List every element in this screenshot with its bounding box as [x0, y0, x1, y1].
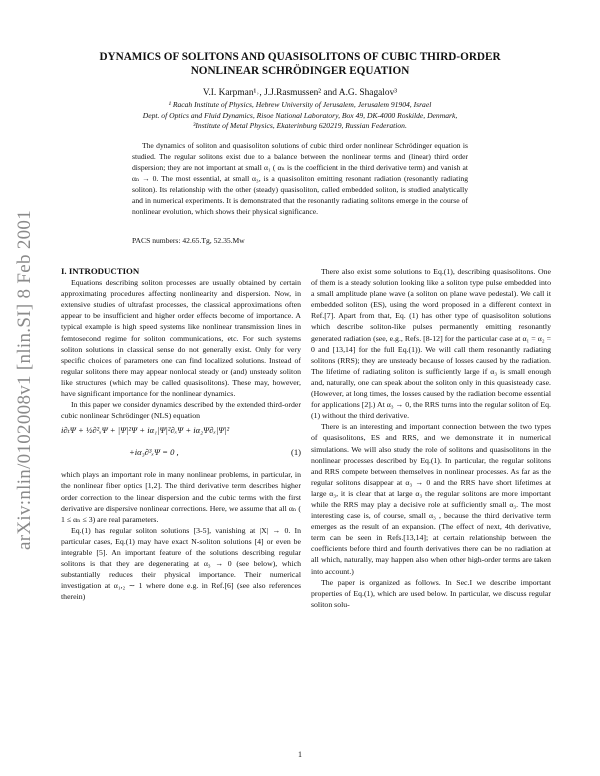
affiliation-2: Dept. of Optics and Fluid Dynamics, Risoe National Laboratory, Box 49, DK-4000 Roskilde, Denmark, — [142, 110, 458, 120]
affiliations — [60, 100, 540, 132]
equation-1 — [61, 425, 301, 465]
page-number: 1 — [298, 750, 302, 759]
paragraph: There is an interesting and important connection between the two types of quasisolitons, ES and RRS, and we demonstrate it in numerical simulations. We will also study the role of solitons and quasisolitons in the nonlinear processes described by Eq.(1). In particular, the regular solitons and RRS compete between themselves in nonlinear processes. As far as the regular solitons disappear at α₃ → 0 and the RRS have short lifetimes at large α₃, it is clear that at large α₃ the regular solitons are more important while the RRS may play a decisive role at sufficiently small α₃. The most interesting case is, of course, small α₃ , because the third derivative term emerges as the result of an expansion. (The effect of next, 4th derivative, term can be seen in Refs.[13,14]; at certain relationship between the coefficients before third and fourth derivatives there can be no radiation at all which, naturally, may happen also when other high-order terms are taken into account.) — [311, 422, 551, 576]
section-heading: I. INTRODUCTION — [61, 266, 140, 276]
equation-number: (1) — [290, 447, 301, 458]
left-column — [61, 266, 301, 602]
title-line-1: DYNAMICS OF SOLITONS AND QUASISOLITONS OF CUBIC THIRD-ORDER — [99, 51, 501, 63]
affiliation-1: ¹ Racah Institute of Physics, Hebrew University of Jerusalem, Jerusalem 91904, Israel — [168, 100, 432, 109]
right-column — [311, 266, 551, 610]
paragraph: which plays an important role in many nonlinear problems, in particular, in the nonlinear fiber optics [1,2]. The third derivative term describes higher order correction to the linear dispersion and the cubic terms with the first derivative are dispersive nonlinear corrections. Here, we assume that all αₙ ( 1 ≤ αₙ ≤ 3) are real parameters. — [61, 470, 301, 524]
equation-line-2: +iα₃∂³ₓΨ = 0 , — [129, 447, 179, 458]
abstract: The dynamics of soliton and quasisoliton solutions of cubic third order nonlinear Schrödinger equation is studied. The regular solitons exist due to a balance between the nonlinear terms and (linear) third order dispersion; they are not important at small α₁ ( αₙ is the coefficient in the third derivative term) and vanish at αₙ → 0. The most essential, at small α₃, is a quasisoliton emitting resonant radiation (resonantly radiating soliton). Its relationship with the other (steady) quasisoliton, called embedded soliton, is studied analytically and in numerical experiments. It is demonstrated that the resonantly radiating solitons emerge in the course of nonlinear evolution, which shows their physical significance. — [132, 141, 468, 216]
paper-title — [60, 50, 540, 78]
authors: V.I. Karpman¹˒, J.J.Rasmussen² and A.G. Shagalov³ — [202, 88, 398, 98]
paragraph: Eq.(1) has regular soliton solutions [3-5], vanishing at |X| → 0. In particular cases, Eq.(1) may have exact N-soliton solutions [4] or even be integrable [5]. An important feature of the solutions describing regular solitons is that they are degenerating at α₃ → 0 (see below), which substantially reduces their physical importance. Their numerical investigation at α₁,₂ ∼ 1 where done e.g. in Ref.[6] (see also references therein) — [61, 525, 301, 602]
paragraph: Equations describing soliton processes are usually obtained by certain approximating procedures affecting nonlinearity and dispersion. Now, in extensive studies of ultrafast processes, the classical approximations often appear to be insufficient and higher order effects become of importance. A typical example is high speed systems like nonlinear transmission lines in femtosecond regime for soliton communications, etc. For such systems soliton solutions in classical sense do not generally exist. Only for very specific choices of parameters one can find localized solutions. Instead of regular solitons there may appear nonlocal steady or (and) unsteady soliton like structures (which may be called quasisolitons). These may, however, have significant importance for the nonlinear dynamics. — [61, 278, 301, 399]
affiliation-3: ³Institute of Metal Physics, Ekaterinburg 620219, Russian Federation. — [193, 121, 407, 130]
pacs-numbers: PACS numbers: 42.65.Tg, 52.35.Mw — [132, 236, 245, 245]
paragraph: The paper is organized as follows. In Sec.I we describe important properties of Eq.(1), which are used below. In particular, we discuss regular soliton solu- — [311, 577, 551, 609]
arxiv-stamp: arXiv:nlin/0102008v1 [nlin.SI] 8 Feb 2001 — [14, 209, 35, 551]
paragraph: In this paper we consider dynamics described by the extended third-order cubic nonlinear Schrödinger (NLS) equation — [61, 400, 301, 421]
equation-line-1: i∂ₜΨ + ½∂²ₓΨ + |Ψ|²Ψ + iα₁|Ψ|²∂ₓΨ + iα₂Ψ∂ₓ|Ψ|² — [61, 425, 230, 436]
title-line-2: NONLINEAR SCHRÖDINGER EQUATION — [190, 65, 410, 77]
paragraph: There also exist some solutions to Eq.(1), describing quasisolitons. One of them is a steady solution looking like a soliton type pulse embedded into a small amplitude plane wave (a soliton on plane wave pedestal). We call it embedded soliton (ES), using the word proposed in a different context in Ref.[7]. Apart from that, Eq. (1) has other type of quasisoliton solutions which describe soliton-like pulses permanently emitting resonantly generated radiation (see, e.g., Refs. [8-12] for the particular case at α₁ = α₂ = 0 and [13,14] for the full Eq.(1)). We will call them resonantly radiating solitons (RRS); they are unsteady because of losses caused by the radiation. The lifetime of radiating soliton is sufficiently large if α₃ is small enough and, naturally, one can speak about the soliton only in this quasisteady case. (However, at long times, the losses caused by the radiation become essential for applications [2].) At α₃ → 0, the RRS turns into the regular soliton of Eq.(1) without the third derivative. — [311, 267, 551, 421]
